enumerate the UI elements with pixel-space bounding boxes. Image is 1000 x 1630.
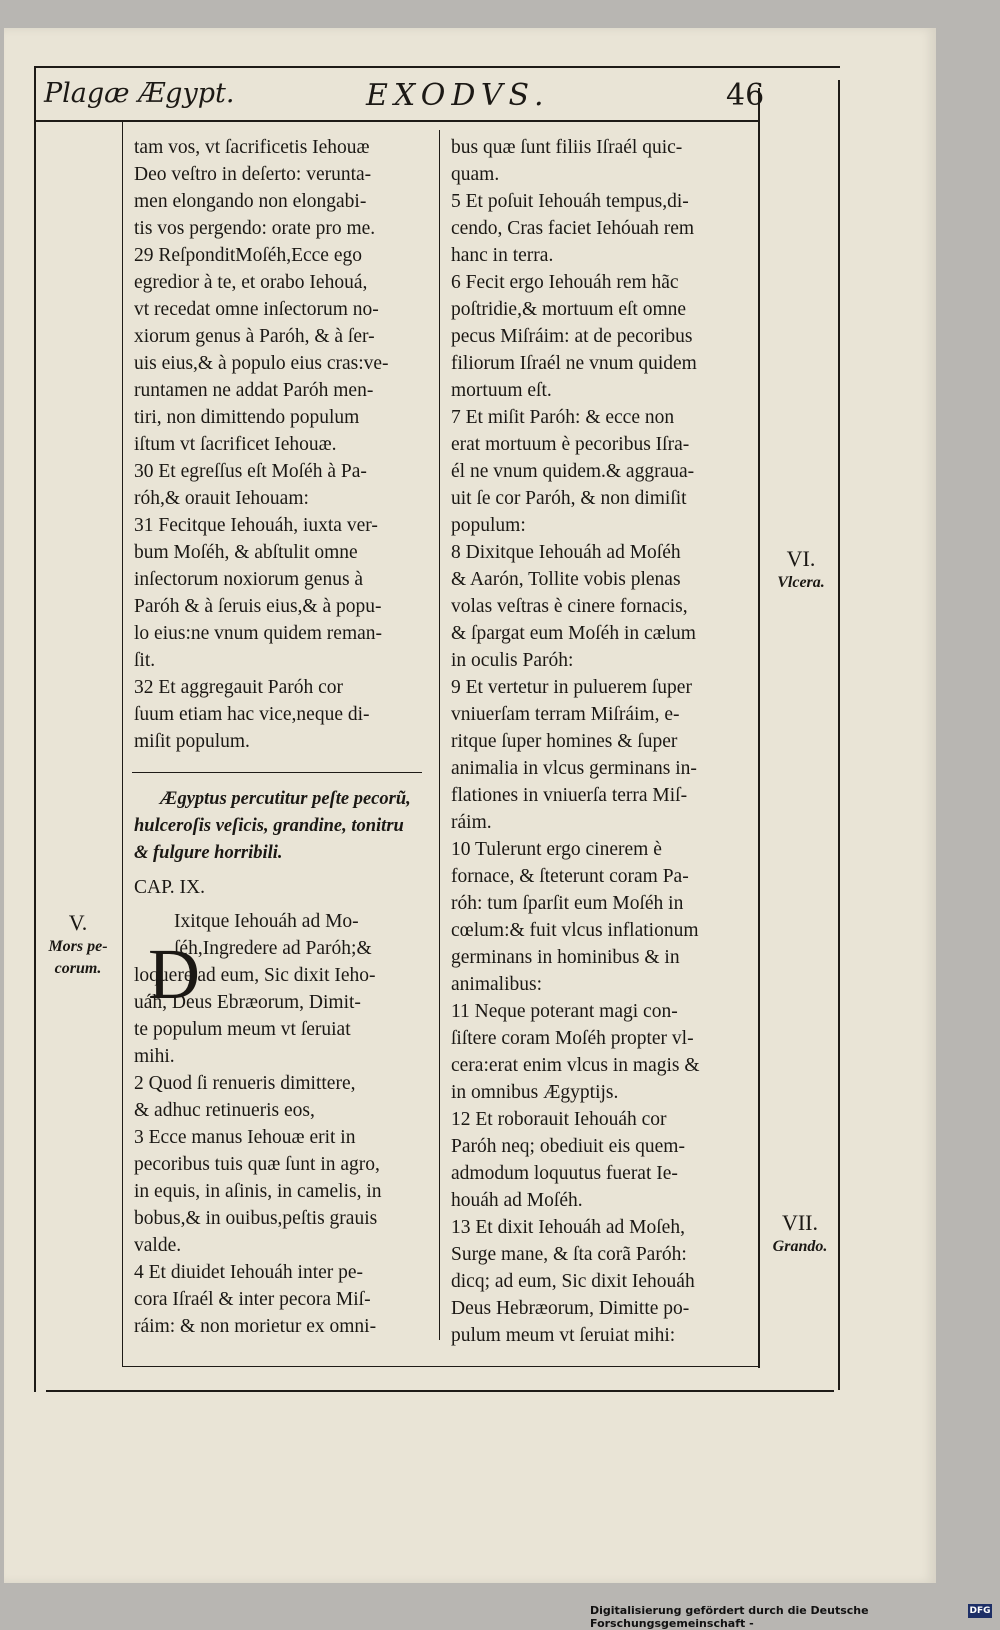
text-line: 2 Quod ſi renueris dimittere, <box>134 1073 356 1094</box>
frame-left-rule <box>34 66 36 1392</box>
margin-note-number: V. <box>68 910 88 935</box>
dfg-logo: DFG <box>969 1606 991 1616</box>
text-line: dicq; ad eum, Sic dixit Iehouáh <box>451 1271 695 1292</box>
text-line: él ne vnum quidem.& aggraua- <box>451 461 695 482</box>
text-line: iſtum vt ſacrificet Iehouæ. <box>134 434 337 455</box>
text-line: ritque ſuper homines & ſuper <box>451 731 678 752</box>
text-line: populum: <box>451 515 526 536</box>
text-line: uit ſe cor Paróh, & non dimiſit <box>451 488 687 509</box>
text-line: 7 Et miſit Paróh: & ecce non <box>451 407 675 428</box>
margin-note-left <box>38 910 118 980</box>
text-line: ſit. <box>134 650 156 671</box>
text-line: 31 Fecitque Iehouáh, iuxta ver- <box>134 515 378 536</box>
text-line: róh,& orauit Iehouam: <box>134 488 309 509</box>
text-line: cœlum:& fuit vlcus inflationum <box>451 920 699 941</box>
text-line: róh: tum ſparſit eum Moſéh in <box>451 893 684 914</box>
footer-rule-top <box>122 1366 760 1367</box>
summary-line: & fulgure horribili. <box>134 843 283 863</box>
text-line: 29 ReſponditMoſéh,Ecce ego <box>134 245 362 266</box>
margin-note-right-1 <box>770 546 832 594</box>
text-line: uis eius,& à populo eius cras:ve- <box>134 353 389 374</box>
running-head-left: Plagæ Ægypt. <box>44 78 235 109</box>
footer-rule-bottom <box>46 1390 834 1392</box>
text-line: 32 Et aggregauit Paróh cor <box>134 677 344 698</box>
text-line: ſéh,Ingredere ad Paróh;& <box>174 938 372 959</box>
summary-rule <box>132 772 422 773</box>
text-line: inſectorum noxiorum genus à <box>134 569 364 590</box>
text-line: pulum meum vt ſeruiat mihi: <box>451 1325 676 1346</box>
running-head-title: EXODVS. <box>366 78 550 113</box>
margin-note-number: VII. <box>781 1210 819 1235</box>
chapter-heading: CAP. IX. <box>134 877 205 898</box>
text-line: flationes in vniuerſa terra Miſ- <box>451 785 688 806</box>
text-line: animalibus: <box>451 974 542 995</box>
header-rule-top <box>34 66 840 68</box>
text-line: ſiſtere coram Moſéh propter vl- <box>451 1028 694 1049</box>
text-line: loquere ad eum, Sic dixit Ieho- <box>134 965 376 986</box>
text-line: in equis, in aſinis, in camelis, in <box>134 1181 382 1202</box>
text-line: germinans in hominibus & in <box>451 947 680 968</box>
text-line: poſtridie,& mortuum eſt omne <box>451 299 687 320</box>
text-line: 3 Ecce manus Iehouæ erit in <box>134 1127 356 1148</box>
text-line: bus quæ ſunt filiis Iſraél quic- <box>451 137 683 158</box>
text-line: 5 Et poſuit Iehouáh tempus,di- <box>451 191 689 212</box>
summary-line: hulceroſis veſicis, grandine, tonitru <box>134 816 404 836</box>
text-line: houáh ad Moſéh. <box>451 1190 583 1211</box>
text-line: Paróh neq; obediuit eis quem- <box>451 1136 685 1157</box>
text-line: uáh, Deus Ebræorum, Dimit- <box>134 992 361 1013</box>
margin-note-number: VI. <box>786 546 816 571</box>
text-line: 12 Et roborauit Iehouáh cor <box>451 1109 667 1130</box>
text-line: hanc in terra. <box>451 245 554 266</box>
text-line: lo eius:ne vnum quidem reman- <box>134 623 383 644</box>
text-line: 10 Tulerunt ergo cinerem è <box>451 839 662 860</box>
text-line: animalia in vlcus germinans in- <box>451 758 697 779</box>
summary-line: Ægyptus percutitur peſte pecorũ, <box>160 789 411 809</box>
column-divider-rule <box>439 130 440 1340</box>
text-line: mihi. <box>134 1046 175 1067</box>
text-line: egredior à te, et orabo Iehouá, <box>134 272 368 293</box>
text-line: vniuerſam terram Miſráim, e- <box>451 704 680 725</box>
text-line: cendo, Cras faciet Iehóuah rem <box>451 218 695 239</box>
text-line: bum Moſéh, & abſtulit omne <box>134 542 358 563</box>
digitization-credit: Digitalisierung gefördert durch die Deutsche Forschungsgemeinschaft - <box>590 1604 869 1630</box>
text-line: miſit populum. <box>134 731 250 752</box>
margin-note-label: Grando. <box>772 1238 828 1255</box>
text-line: xiorum genus à Paróh, & à ſer- <box>134 326 375 347</box>
text-line: 30 Et egreſſus eſt Moſéh à Pa- <box>134 461 367 482</box>
text-line: 4 Et diuidet Iehouáh inter pe- <box>134 1262 364 1283</box>
margin-note-label: Mors pe-corum. <box>48 938 108 977</box>
text-line: Deo veſtro in deſerto: veruntа- <box>134 164 372 185</box>
text-line: tis vos pergendo: orate pro me. <box>134 218 376 239</box>
text-line: Ixitque Iehouáh ad Mo- <box>174 911 359 932</box>
text-line: 8 Dixitque Iehouáh ad Moſéh <box>451 542 681 563</box>
text-line: pecoribus tuis quæ ſunt in agro, <box>134 1154 380 1175</box>
margin-note-right-2 <box>764 1210 836 1258</box>
text-line: te populum meum vt ſeruiat <box>134 1019 351 1040</box>
text-line: pecus Miſráim: at de pecoribus <box>451 326 693 347</box>
text-line: in omnibus Ægyptijs. <box>451 1082 619 1103</box>
text-line: 9 Et vertetur in puluerem ſuper <box>451 677 692 698</box>
text-line: filiorum Iſraél ne vnum quidem <box>451 353 697 374</box>
frame-right-rule <box>838 80 840 1390</box>
text-line: cera:erat enim vlcus in magis & <box>451 1055 700 1076</box>
text-line: & adhuc retinueris eos, <box>134 1100 315 1121</box>
text-line: runtamen ne addat Paróh men- <box>134 380 374 401</box>
text-line: quam. <box>451 164 500 185</box>
text-line: ſuum etiam hac vice,neque di- <box>134 704 370 725</box>
text-line: tiri, non dimittendo populum <box>134 407 360 428</box>
text-line: Surge mane, & ſta corã Paróh: <box>451 1244 687 1265</box>
text-line: 13 Et dixit Iehouáh ad Moſeh, <box>451 1217 685 1238</box>
text-line: volas veſtras è cinere fornacis, <box>451 596 688 617</box>
text-line: erat mortuum è pecoribus Iſra- <box>451 434 690 455</box>
text-line: fornace, & ſteterunt coram Pa- <box>451 866 689 887</box>
text-line: Paróh & à ſeruis eius,& à popu- <box>134 596 382 617</box>
text-line: vt recedat omne inſectorum no- <box>134 299 379 320</box>
text-line: ráim: & non morietur ex omni- <box>134 1316 377 1337</box>
text-line: bobus,& in ouibus,peſtis grauis <box>134 1208 378 1229</box>
text-line: men elongando non elongabi- <box>134 191 367 212</box>
header-rule-bottom <box>34 120 760 122</box>
text-line: in oculis Paróh: <box>451 650 574 671</box>
left-column-text <box>134 134 389 755</box>
page-number: 46 <box>726 78 765 113</box>
text-line: admodum loquutus fuerat Ie- <box>451 1163 678 1184</box>
text-block-left-rule <box>122 122 123 1366</box>
text-line: 6 Fecit ergo Iehouáh rem hãc <box>451 272 679 293</box>
text-line: mortuum eſt. <box>451 380 552 401</box>
text-line: & Aarón, Tollite vobis plenas <box>451 569 681 590</box>
text-block-right-rule <box>758 88 760 1368</box>
text-line: Deus Hebræorum, Dimitte po- <box>451 1298 690 1319</box>
margin-note-label: Vlcera. <box>777 574 825 591</box>
text-line: ráim. <box>451 812 492 833</box>
left-column-chapter-text <box>134 908 382 1340</box>
text-line: & ſpargat eum Moſéh in cælum <box>451 623 696 644</box>
text-line: tam vos, vt ſacrificetis Iehouæ <box>134 137 370 158</box>
text-line: 11 Neque poterant magi con- <box>451 1001 678 1022</box>
drop-cap-initial: D <box>148 934 200 1014</box>
text-line: cora Iſraél & inter pecora Miſ- <box>134 1289 371 1310</box>
chapter-summary <box>134 786 411 867</box>
right-column-text <box>451 134 700 1349</box>
text-line: valde. <box>134 1235 182 1256</box>
